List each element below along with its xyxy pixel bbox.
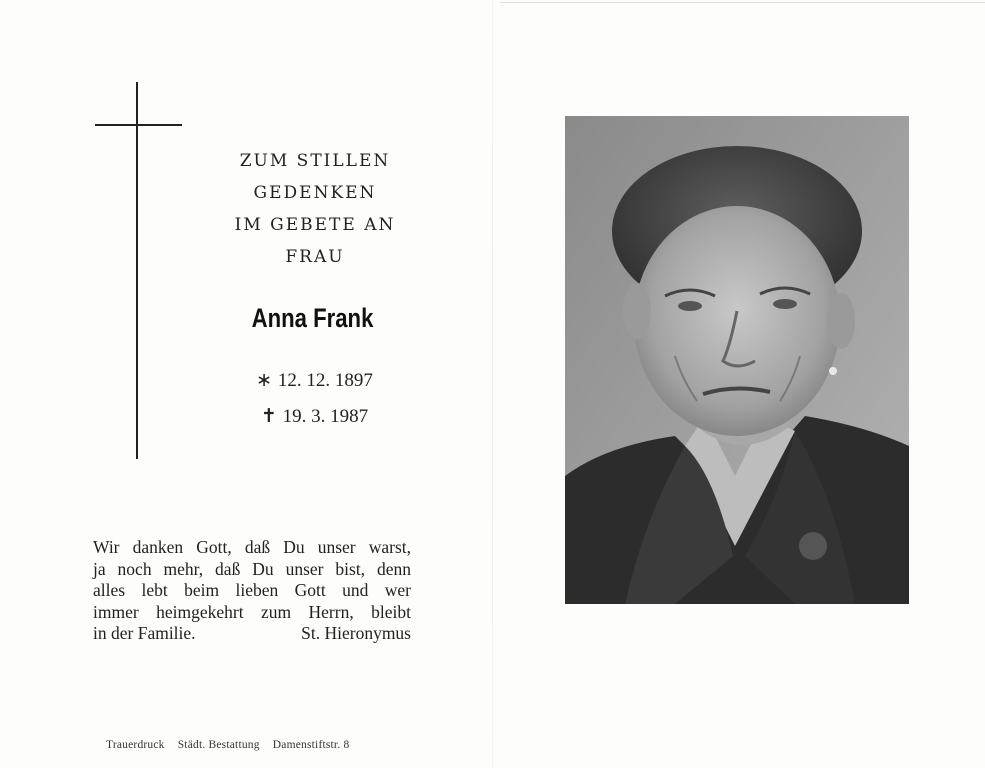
verse-line: alles lebt beim lieben Gott und wer (93, 580, 411, 600)
verse-last-line (93, 623, 411, 645)
verse-line: in der Familie. (93, 623, 196, 643)
verse-line: Wir danken Gott, daß Du unser warst, (93, 537, 411, 557)
card-edge (500, 2, 985, 3)
memorial-verse (93, 537, 411, 645)
deceased-name: Anna Frank (251, 303, 374, 333)
birth-star-icon: ∗ (256, 370, 273, 391)
birth-date-value: 12. 12. 1897 (277, 370, 373, 391)
cross-icon-bar (95, 124, 182, 126)
card-fold (492, 0, 493, 768)
footer-printer: Trauerdruck (106, 739, 165, 751)
heading-line-4: FRAU (285, 247, 345, 267)
heading-line-1: ZUM STILLEN (239, 151, 391, 171)
footer-company: Städt. Bestattung (177, 739, 260, 751)
footer-address: Damenstiftstr. 8 (272, 739, 350, 751)
portrait-photo (565, 116, 909, 604)
verse-line: immer heimgekehrt zum Herrn, bleibt (93, 601, 411, 622)
verse-attribution: St. Hieronymus (301, 623, 411, 643)
birth-date (200, 369, 428, 392)
verse-line: ja noch mehr, daß Du unser bist, denn (93, 558, 411, 579)
cross-icon (136, 82, 138, 459)
heading-line-2: GEDENKEN (253, 183, 377, 203)
death-cross-icon: ✝ (260, 406, 277, 427)
death-date-value: 19. 3. 1987 (282, 406, 369, 427)
heading-line-3: IM GEBETE AN (234, 215, 396, 235)
printer-footer (106, 739, 359, 751)
death-date (200, 405, 428, 428)
